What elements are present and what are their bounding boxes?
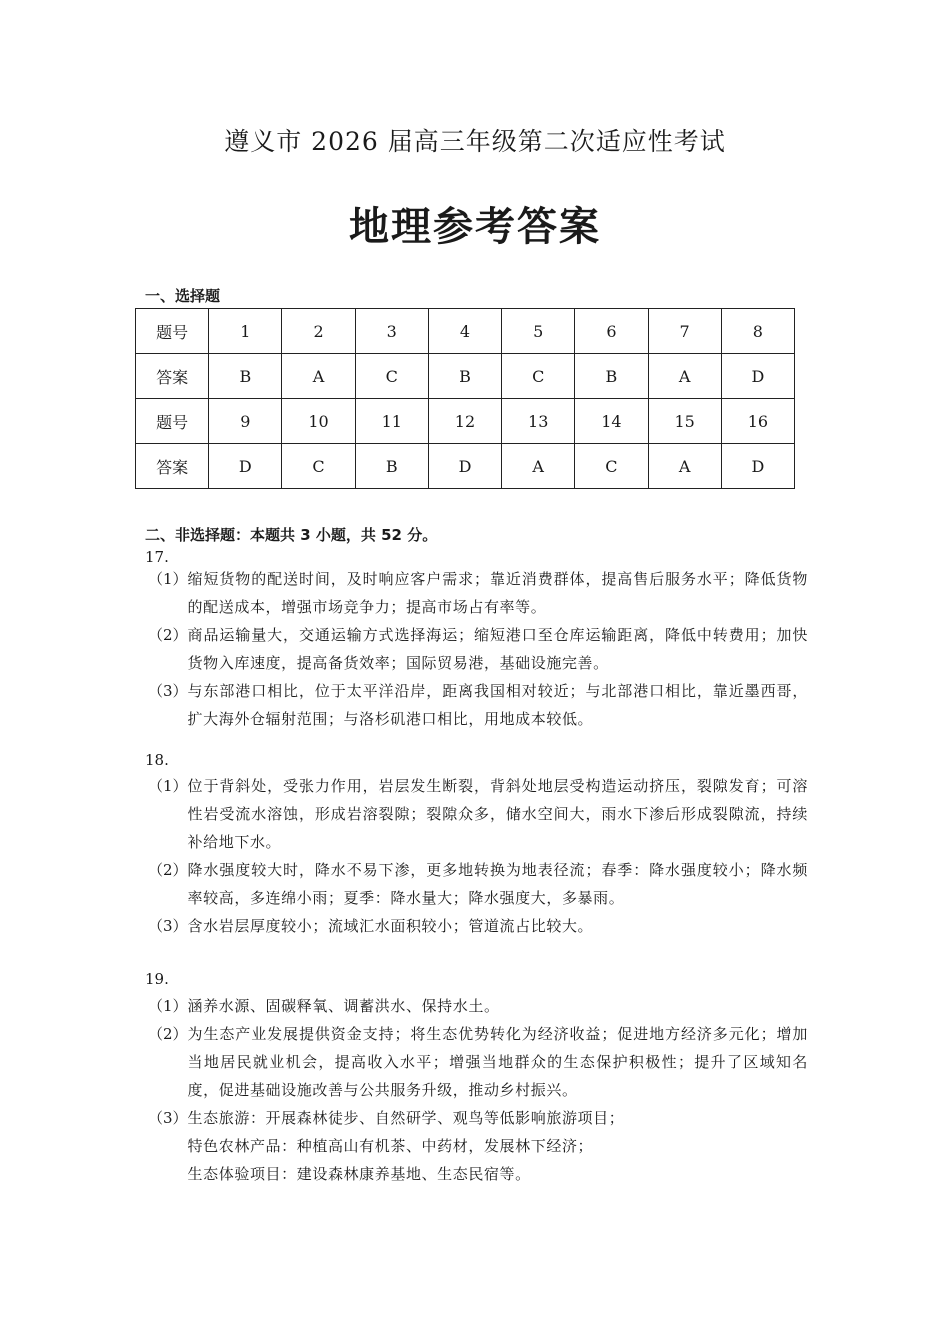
table-cell: 8 <box>721 309 794 354</box>
table-cell: B <box>355 444 428 489</box>
table-cell: D <box>721 444 794 489</box>
question-19-number: 19. <box>145 970 169 988</box>
question-17-number: 17. <box>145 548 169 566</box>
item-text: 涵养水源、固碳释氧、调蓄洪水、保持水土。 <box>187 997 500 1015</box>
exam-title: 遵义市 2026 届高三年级第二次适应性考试 <box>224 127 726 156</box>
item-text: 位于背斜处，受张力作用，岩层发生断裂，背斜处地层受构造运动挤压，裂隙发育；可溶性岩受流水溶蚀，形成岩溶裂隙；裂隙众多，储水空间大，雨水下渗后形成裂隙流，持续补给地下水。 <box>187 777 808 851</box>
table-cell: D <box>428 444 501 489</box>
answer-item <box>148 1020 808 1104</box>
item-number: （1） <box>148 570 188 588</box>
section1-heading: 一、选择题 <box>145 287 221 305</box>
row-label: 题号 <box>136 309 209 354</box>
table-cell: 6 <box>575 309 648 354</box>
table-cell: A <box>502 444 575 489</box>
answer-item <box>148 621 808 677</box>
table-cell: C <box>282 444 355 489</box>
table-cell: C <box>355 354 428 399</box>
answer-item <box>148 912 808 940</box>
table-cell: B <box>209 354 282 399</box>
question-19-answers <box>148 992 808 1188</box>
table-cell: A <box>282 354 355 399</box>
table-cell: C <box>502 354 575 399</box>
item-number: （2） <box>148 861 188 879</box>
table-cell: C <box>575 444 648 489</box>
table-cell: 15 <box>648 399 721 444</box>
item-text <box>188 1104 808 1188</box>
table-cell: A <box>648 354 721 399</box>
table-cell: 16 <box>721 399 794 444</box>
answer-item <box>148 992 808 1020</box>
table-cell: D <box>209 444 282 489</box>
item-number: （3） <box>148 917 188 935</box>
table-cell: 14 <box>575 399 648 444</box>
table-cell: 9 <box>209 399 282 444</box>
item-number: （2） <box>148 626 188 644</box>
table-cell: 12 <box>428 399 501 444</box>
item-number: （3） <box>148 1109 188 1127</box>
answer-item <box>148 677 808 733</box>
item-text: 缩短货物的配送时间，及时响应客户需求；靠近消费群体，提高售后服务水平；降低货物的配送成本，增强市场竞争力；提高市场占有率等。 <box>187 570 808 616</box>
answer-item <box>148 565 808 621</box>
item-number: （1） <box>148 777 188 795</box>
answer-table <box>135 308 795 489</box>
answer-item <box>148 772 808 856</box>
section2-heading: 二、非选择题：本题共 3 小题，共 52 分。 <box>145 526 438 544</box>
table-cell: 13 <box>502 399 575 444</box>
item-number: （3） <box>148 682 188 700</box>
question-17-answers <box>148 565 808 733</box>
table-cell: 1 <box>209 309 282 354</box>
table-row <box>136 444 795 489</box>
table-cell: A <box>648 444 721 489</box>
row-label: 答案 <box>136 354 209 399</box>
answer-item <box>148 856 808 912</box>
table-cell: 3 <box>355 309 428 354</box>
item-text: 为生态产业发展提供资金支持；将生态优势转化为经济收益；促进地方经济多元化；增加当地居民就业机会，提高收入水平；增强当地群众的生态保护积极性；提升了区域知名度，促进基础设施改善与公共服务升级，推动乡村振兴。 <box>187 1025 808 1099</box>
answer-item <box>148 1104 808 1188</box>
question-18-number: 18. <box>145 751 169 769</box>
page-title: 地理参考答案 <box>349 203 601 250</box>
table-cell: B <box>575 354 648 399</box>
table-cell: B <box>428 354 501 399</box>
item-text: 降水强度较大时，降水不易下渗，更多地转换为地表径流；春季：降水强度较小；降水频率较高，多连绵小雨；夏季：降水量大；降水强度大，多暴雨。 <box>187 861 808 907</box>
item-line: 生态体验项目：建设森林康养基地、生态民宿等。 <box>187 1165 531 1183</box>
table-row <box>136 399 795 444</box>
item-number: （1） <box>148 997 188 1015</box>
row-label: 题号 <box>136 399 209 444</box>
table-row <box>136 309 795 354</box>
table-cell: D <box>721 354 794 399</box>
question-18-answers <box>148 772 808 940</box>
item-text: 商品运输量大，交通运输方式选择海运；缩短港口至仓库运输距离，降低中转费用；加快货物入库速度，提高备货效率；国际贸易港，基础设施完善。 <box>187 626 808 672</box>
item-line: 特色农林产品：种植高山有机茶、中药材，发展林下经济； <box>187 1137 594 1155</box>
table-row <box>136 354 795 399</box>
item-text: 与东部港口相比，位于太平洋沿岸，距离我国相对较近；与北部港口相比，靠近墨西哥，扩大海外仓辐射范围；与洛杉矶港口相比，用地成本较低。 <box>187 682 808 728</box>
row-label: 答案 <box>136 444 209 489</box>
table-cell: 4 <box>428 309 501 354</box>
table-cell: 7 <box>648 309 721 354</box>
item-line: 生态旅游：开展森林徒步、自然研学、观鸟等低影响旅游项目； <box>187 1109 625 1127</box>
table-cell: 10 <box>282 399 355 444</box>
item-number: （2） <box>148 1025 188 1043</box>
table-cell: 5 <box>502 309 575 354</box>
table-cell: 11 <box>355 399 428 444</box>
table-cell: 2 <box>282 309 355 354</box>
item-text: 含水岩层厚度较小；流域汇水面积较小；管道流占比较大。 <box>187 917 594 935</box>
